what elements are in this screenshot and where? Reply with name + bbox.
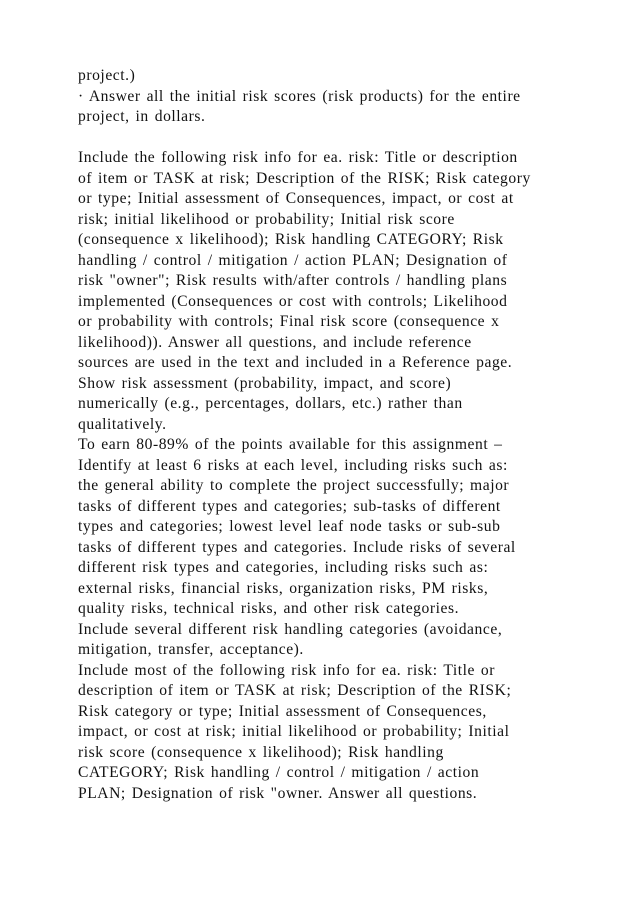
paragraph-gap — [78, 128, 598, 149]
text-line: project.) — [78, 67, 136, 84]
text-line: PLAN; Designation of risk "owner. Answer all questions. — [78, 784, 478, 802]
text-line: (consequence x likelihood); Risk handling CATEGORY; Risk — [78, 231, 504, 248]
text-line: impact, or cost at risk; initial likelihood or probability; Initial — [78, 723, 510, 740]
text-line: Show risk assessment (probability, impact, and score) — [78, 374, 452, 392]
text-line: likelihood)). Answer all questions, and include reference — [78, 333, 472, 351]
document-body — [78, 66, 598, 804]
text-line: tasks of different types and categories; sub-tasks of different — [78, 497, 501, 515]
text-line: Include the following risk info for ea. risk: Title or description — [78, 149, 518, 166]
text-line: CATEGORY; Risk handling / control / mitigation / action — [78, 764, 480, 781]
text-line: implemented (Consequences or cost with controls; Likelihood — [78, 292, 508, 310]
text-line: description of item or TASK at risk; Description of the RISK; — [78, 682, 512, 699]
text-line: tasks of different types and categories. Include risks of several — [78, 538, 516, 556]
text-line: numerically (e.g., percentages, dollars, etc.) rather than — [78, 395, 463, 412]
text-line: or type; Initial assessment of Consequences, impact, or cost at — [78, 190, 514, 207]
text-line: Include most of the following risk info for ea. risk: Title or — [78, 661, 496, 679]
text-line: handling / control / mitigation / action PLAN; Designation of — [78, 251, 508, 269]
text-line: To earn 80-89% of the points available for this assignment – — [78, 436, 503, 453]
text-line: risk "owner"; Risk results with/after controls / handling plans — [78, 272, 508, 289]
text-line: mitigation, transfer, acceptance). — [78, 641, 304, 658]
text-line: project, in dollars. — [78, 108, 206, 125]
text-line: Include several different risk handling categories (avoidance, — [78, 620, 503, 638]
text-line: sources are used in the text and included in a Reference page. — [78, 354, 513, 371]
text-line: quality risks, technical risks, and other risk categories. — [78, 600, 460, 617]
text-line: Identify at least 6 risks at each level, including risks such as: — [78, 456, 508, 474]
text-line: · Answer all the initial risk scores (risk products) for the entire — [78, 87, 521, 105]
text-line: Risk category or type; Initial assessment of Consequences, — [78, 702, 487, 720]
text-line: or probability with controls; Final risk score (consequence x — [78, 313, 500, 330]
text-line: the general ability to complete the project successfully; major — [78, 477, 510, 494]
text-line: of item or TASK at risk; Description of the RISK; Risk category — [78, 169, 531, 187]
text-line: external risks, financial risks, organization risks, PM risks, — [78, 579, 489, 597]
text-line: types and categories; lowest level leaf node tasks or sub-sub — [78, 518, 501, 535]
text-line: different risk types and categories, including risks such as: — [78, 559, 489, 576]
text-line: risk; initial likelihood or probability; Initial risk score — [78, 210, 455, 228]
text-line: risk score (consequence x likelihood); Risk handling — [78, 743, 444, 761]
text-line: qualitatively. — [78, 415, 167, 433]
